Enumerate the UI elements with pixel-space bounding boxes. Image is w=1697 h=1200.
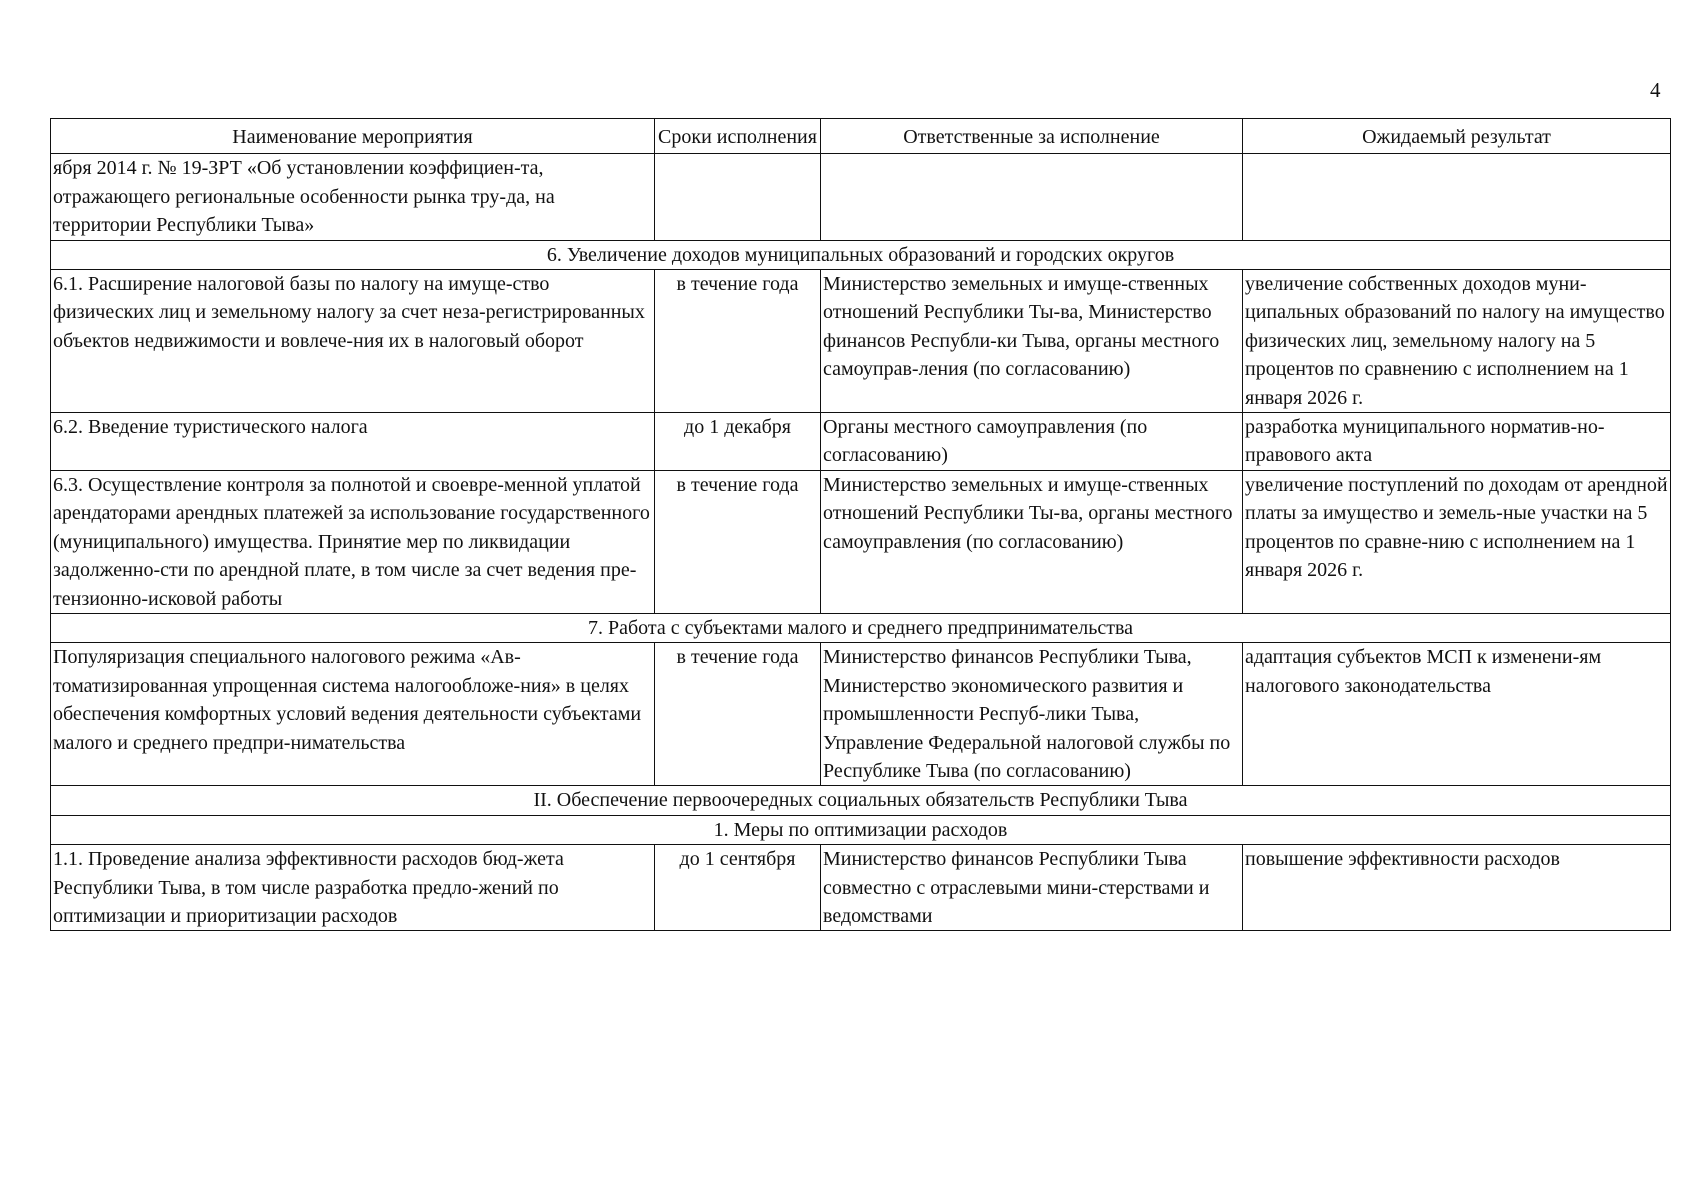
cell-name: 6.2. Введение туристического налога [51, 413, 655, 471]
cell-term: до 1 сентября [655, 845, 821, 931]
table-row [51, 643, 1671, 786]
part-title: II. Обеспечение первоочередных социальных обязательств Республики Тыва [51, 786, 1671, 815]
part-row [51, 786, 1671, 815]
section-row [51, 613, 1671, 642]
table-row [51, 270, 1671, 413]
header-term: Сроки исполнения [655, 119, 821, 154]
table-row [51, 470, 1671, 613]
cell-responsible: Министерство земельных и имуще-ственных отношений Республики Ты-ва, Министерство финансов Республи-ки Тыва, органы местного самоуправ-ления (по согласованию) [821, 270, 1243, 413]
cell-name: Популяризация специального налогового режима «Ав-томатизированная упрощенная система налогообложе-ния» в целях обеспечения комфортных условий ведения деятельности субъектами малого и среднего предпри-нимательства [51, 643, 655, 786]
section-title: 6. Увеличение доходов муниципальных образований и городских округов [51, 240, 1671, 269]
cell-responsible: Органы местного самоуправления (по согласованию) [821, 413, 1243, 471]
cell-term: в течение года [655, 270, 821, 413]
cell-result [1243, 154, 1671, 240]
cell-result: увеличение собственных доходов муни-ципальных образований по налогу на имущество физических лиц, земельному налогу на 5 процентов по сравнению с исполнением на 1 января 2026 г. [1243, 270, 1671, 413]
section-row [51, 240, 1671, 269]
cell-name: 6.3. Осуществление контроля за полнотой и своевре-менной уплатой арендаторами арендных платежей за использование государственного (муниципального) имущества. Принятие мер по ликвидации задолженно-сти по арендной плате, в том числе за счет ведения пре-тензионно-исковой работы [51, 470, 655, 613]
cell-name: 6.1. Расширение налоговой базы по налогу на имуще-ство физических лиц и земельному налогу за счет неза-регистрированных объектов недвижимости и вовлече-ния их в налоговый оборот [51, 270, 655, 413]
cell-term [655, 154, 821, 240]
cell-term: в течение года [655, 470, 821, 613]
cell-responsible: Министерство финансов Республики Тыва совместно с отраслевыми мини-стерствами и ведомствами [821, 845, 1243, 931]
header-name: Наименование мероприятия [51, 119, 655, 154]
cell-responsible: Министерство финансов Республики Тыва, Министерство экономического развития и промышленности Респуб-лики Тыва, Управление Федеральной налоговой службы по Республике Тыва (по согласованию) [821, 643, 1243, 786]
table-row [51, 154, 1671, 240]
table-row [51, 413, 1671, 471]
header-responsible: Ответственные за исполнение [821, 119, 1243, 154]
cell-term: до 1 декабря [655, 413, 821, 471]
cell-result: адаптация субъектов МСП к изменени-ям налогового законодательства [1243, 643, 1671, 786]
cell-result: разработка муниципального норматив-но-правового акта [1243, 413, 1671, 471]
table-header-row [51, 119, 1671, 154]
cell-term: в течение года [655, 643, 821, 786]
cell-result: повышение эффективности расходов [1243, 845, 1671, 931]
cell-result: увеличение поступлений по доходам от арендной платы за имущество и земель-ные участки на 5 процентов по сравне-нию с исполнением на 1 января 2026 г. [1243, 470, 1671, 613]
header-result: Ожидаемый результат [1243, 119, 1671, 154]
cell-name: ября 2014 г. № 19-ЗРТ «Об установлении коэффициен-та, отражающего региональные особенности рынка тру-да, на территории Республики Тыва» [51, 154, 655, 240]
section-title: 7. Работа с субъектами малого и среднего предпринимательства [51, 613, 1671, 642]
action-plan-table [50, 118, 1671, 931]
section-title: 1. Меры по оптимизации расходов [51, 815, 1671, 844]
cell-responsible: Министерство земельных и имуще-ственных отношений Республики Ты-ва, органы местного самоуправления (по согласованию) [821, 470, 1243, 613]
cell-responsible [821, 154, 1243, 240]
table-row [51, 845, 1671, 931]
page-number: 4 [1650, 78, 1661, 102]
cell-name: 1.1. Проведение анализа эффективности расходов бюд-жета Республики Тыва, в том числе разработка предло-жений по оптимизации и приоритизации расходов [51, 845, 655, 931]
section-row [51, 815, 1671, 844]
